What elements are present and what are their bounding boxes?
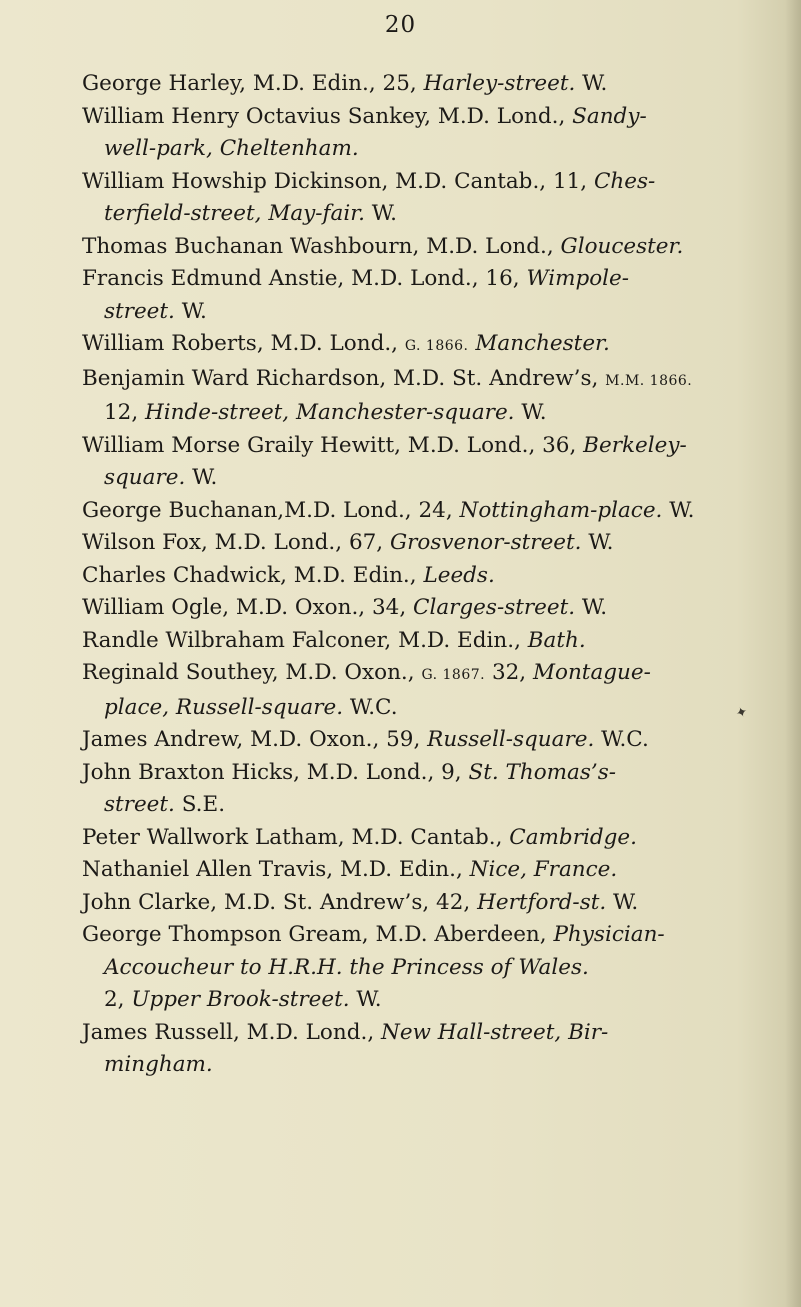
member-name: George Buchanan, (82, 497, 285, 523)
member-address-cont: terfield-street, May-fair. (104, 201, 365, 226)
member-name: John Braxton Hicks, (82, 759, 300, 785)
list-entry (82, 887, 762, 920)
member-name: Wilson Fox, (82, 530, 208, 555)
district: W. (575, 595, 608, 620)
district: W. (662, 497, 695, 523)
member-address-cont: square. (104, 465, 186, 490)
list-entry (82, 328, 762, 363)
member-address: Hinde-street, Manchester-square. (145, 400, 515, 425)
member-name: William Roberts, (82, 331, 264, 356)
member-address: Leeds. (423, 562, 495, 588)
member-address: Harley-street. (423, 71, 576, 96)
member-title: Physician- (553, 922, 665, 947)
member-degree: M.D. Edin., 25, (246, 71, 417, 96)
member-address: Russell-square. (427, 727, 595, 752)
list-entry (82, 263, 762, 328)
list-entry (82, 822, 762, 855)
member-name: Randle Wilbraham Falconer, (82, 627, 392, 653)
member-name: Benjamin Ward Richardson, (82, 365, 387, 391)
member-address-cont: street. (104, 792, 175, 817)
member-address: Sandy- (572, 103, 647, 129)
member-name: Thomas Buchanan Washbourn, (82, 233, 420, 259)
member-address: Grosvenor-street. (389, 530, 582, 555)
ink-mark-icon: ✦ (733, 703, 751, 723)
member-degree: M.D. Oxon., 34, (229, 595, 407, 620)
member-name: William Morse Graily Hewitt, (82, 432, 401, 458)
member-address: Nice, France. (469, 857, 618, 882)
list-entry (82, 724, 762, 757)
district: W. (581, 530, 614, 555)
member-name: Francis Edmund Anstie, (82, 266, 345, 291)
member-address: Gloucester. (560, 233, 684, 259)
page-edge-shadow (785, 0, 801, 1307)
member-degree: M.D. Lond., 36, (400, 432, 577, 458)
house-number: 12, (104, 400, 139, 425)
member-name: George Harley, (82, 71, 247, 96)
member-name: William Ogle, (82, 595, 230, 620)
member-address: Clarges-street. (413, 595, 576, 620)
house-number: 32, (491, 660, 527, 685)
district: W. (575, 71, 608, 96)
house-number: 2, (104, 987, 125, 1012)
member-address: Ches- (593, 168, 656, 194)
member-degree: M.D. Lond., 9, (299, 759, 462, 785)
district: S.E. (174, 792, 226, 817)
member-name: Peter Wallwork Latham, (82, 824, 345, 850)
district: W. (514, 400, 547, 425)
member-name: Charles Chadwick, (82, 562, 287, 588)
district: W. (174, 298, 207, 324)
member-degree: M.D. Oxon., 59, (243, 727, 421, 752)
list-entry (82, 231, 762, 264)
member-degree: M.D. Edin., (286, 562, 417, 588)
member-address: Wimpole- (526, 266, 630, 291)
member-title-cont: Accoucheur to H.R.H. the Princess of Wales. (104, 954, 589, 980)
page-number: 20 (384, 12, 417, 38)
member-address: Montague- (533, 660, 651, 685)
member-degree: M.D. St. Andrew’s, 42, (217, 889, 471, 915)
list-entry (82, 101, 762, 166)
member-degree: M.D. Lond., (263, 331, 398, 356)
list-entry (82, 757, 762, 822)
list-entry (82, 430, 762, 495)
list-entry (82, 560, 762, 593)
district: W. (606, 889, 639, 915)
list-entry (82, 527, 762, 560)
member-name: George Thompson Gream, (82, 922, 369, 947)
list-entry (82, 68, 762, 101)
member-degree: M.D. St. Andrew’s, (386, 365, 599, 391)
district: W.C. (343, 694, 398, 720)
member-address: Cambridge. (509, 824, 637, 850)
membership-note: M.M. 1866. (605, 372, 693, 389)
member-address: St. Thomas’s- (468, 759, 617, 785)
list-entry (82, 657, 762, 724)
member-degree: M.D. Lond., 24, (284, 497, 453, 523)
member-address: Upper Brook-street. (131, 987, 350, 1012)
district: W. (364, 201, 397, 226)
member-degree: M.D. Lond., 16, (344, 266, 520, 291)
member-degree: M.D. Cantab., 11, (388, 168, 588, 194)
member-degree: M.D. Lond., (239, 1019, 375, 1045)
member-degree: M.D. Edin., (391, 627, 521, 653)
member-name: James Russell, (82, 1019, 240, 1045)
district: W. (349, 987, 382, 1012)
list-entry (82, 363, 762, 430)
member-list (82, 68, 762, 1082)
member-name: William Henry Octavius Sankey, (82, 103, 431, 129)
member-address-cont: well-park, Cheltenham. (104, 136, 359, 161)
member-address: New Hall-street, Bir- (381, 1019, 609, 1045)
list-entry (82, 919, 762, 1017)
member-degree: M.D. Cantab., (344, 824, 503, 850)
member-degree: M.D. Oxon., (278, 660, 415, 685)
list-entry (82, 854, 762, 887)
member-degree: M.D. Lond., (430, 103, 566, 129)
member-name: James Andrew, (82, 727, 244, 752)
member-address-cont: mingham. (104, 1052, 213, 1077)
list-entry (82, 166, 762, 231)
member-name: Nathaniel Allen Travis, (82, 857, 334, 882)
member-address: Bath. (527, 627, 586, 653)
member-name: Reginald Southey, (82, 660, 279, 685)
member-address: Hertford-st. (477, 889, 607, 915)
member-degree: M.D. Edin., (333, 857, 463, 882)
member-address: Manchester. (475, 331, 610, 356)
list-entry (82, 1017, 762, 1082)
membership-note: G. 1866. (404, 338, 469, 354)
list-entry (82, 625, 762, 658)
district: W. (185, 465, 218, 490)
member-address-cont: place, Russell-square. (104, 694, 344, 720)
membership-note: G. 1867. (421, 667, 486, 683)
member-address: Nottingham-place. (459, 497, 663, 523)
member-name: William Howship Dickinson, (82, 168, 389, 194)
member-degree: M.D. Aberdeen, (368, 922, 547, 947)
list-entry (82, 495, 762, 528)
district: W.C. (594, 727, 649, 752)
member-degree: M.D. Lond., 67, (207, 530, 384, 555)
member-name: John Clarke, (82, 889, 218, 915)
member-address: Berkeley- (583, 432, 687, 458)
list-entry (82, 592, 762, 625)
member-address-cont: street. (104, 298, 175, 324)
member-degree: M.D. Lond., (419, 233, 554, 259)
